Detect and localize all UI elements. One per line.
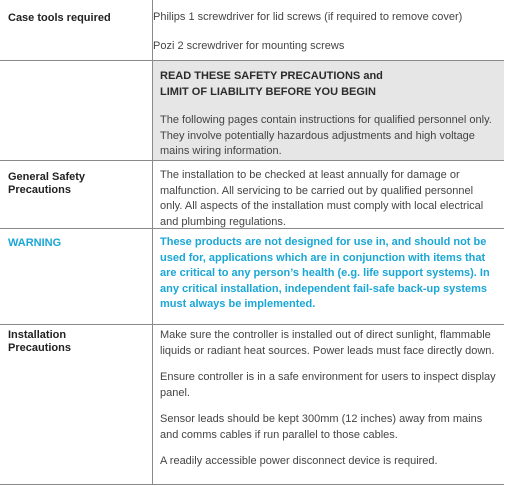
precautions-heading-line2: LIMIT OF LIABILITY BEFORE YOU BEGIN — [160, 85, 376, 98]
warning-body: These products are not designed for use in, and should not be used for, applications which are in conjunction with items that are critical to any person’s health (e.g. life support systems). In any critical installation, independent fail-safe back-up systems must always be implemented. — [160, 236, 490, 310]
warning-label: WARNING — [8, 237, 62, 249]
general-safety-label: General Safety Precautions — [8, 171, 86, 196]
installation-para2: Ensure controller is in a safe environment for users to inspect display panel. — [160, 371, 496, 399]
row-installation — [0, 325, 504, 485]
installation-para4: A readily accessible power disconnect device is required. — [160, 455, 438, 467]
row-case-tools — [0, 0, 504, 61]
case-tools-content — [153, 10, 504, 54]
row-general-safety — [0, 161, 504, 229]
precautions-content — [160, 69, 496, 160]
row-warning — [0, 229, 504, 325]
installation-label: Installation Precautions — [8, 329, 71, 354]
column-divider — [152, 0, 153, 484]
precautions-body: The following pages contain instructions for qualified personnel only. They involve potentially hazardous adjustments and high voltage mains wiring information. — [160, 114, 492, 157]
general-safety-body: The installation to be checked at least annually for damage or malfunction. All servicing to be carried out by qualified personnel only. All aspects of the installation must comply with local electrical and plumbing regulations. — [160, 169, 484, 228]
precautions-heading-line1: READ THESE SAFETY PRECAUTIONS and — [160, 70, 383, 82]
installation-para3: Sensor leads should be kept 300mm (12 inches) away from mains and comms cables if run parallel to those cables. — [160, 413, 483, 441]
installation-para1: Make sure the controller is installed out of direct sunlight, flammable liquids or radiant heat sources. Power leads must face directly down. — [160, 329, 495, 357]
case-tools-label: Case tools required — [8, 12, 111, 24]
case-tools-line2: Pozi 2 screwdriver for mounting screws — [153, 39, 345, 52]
case-tools-line1: Philips 1 screwdriver for lid screws (if required to remove cover) — [153, 11, 463, 23]
installation-content — [160, 328, 496, 470]
row-read-precautions — [0, 61, 504, 161]
